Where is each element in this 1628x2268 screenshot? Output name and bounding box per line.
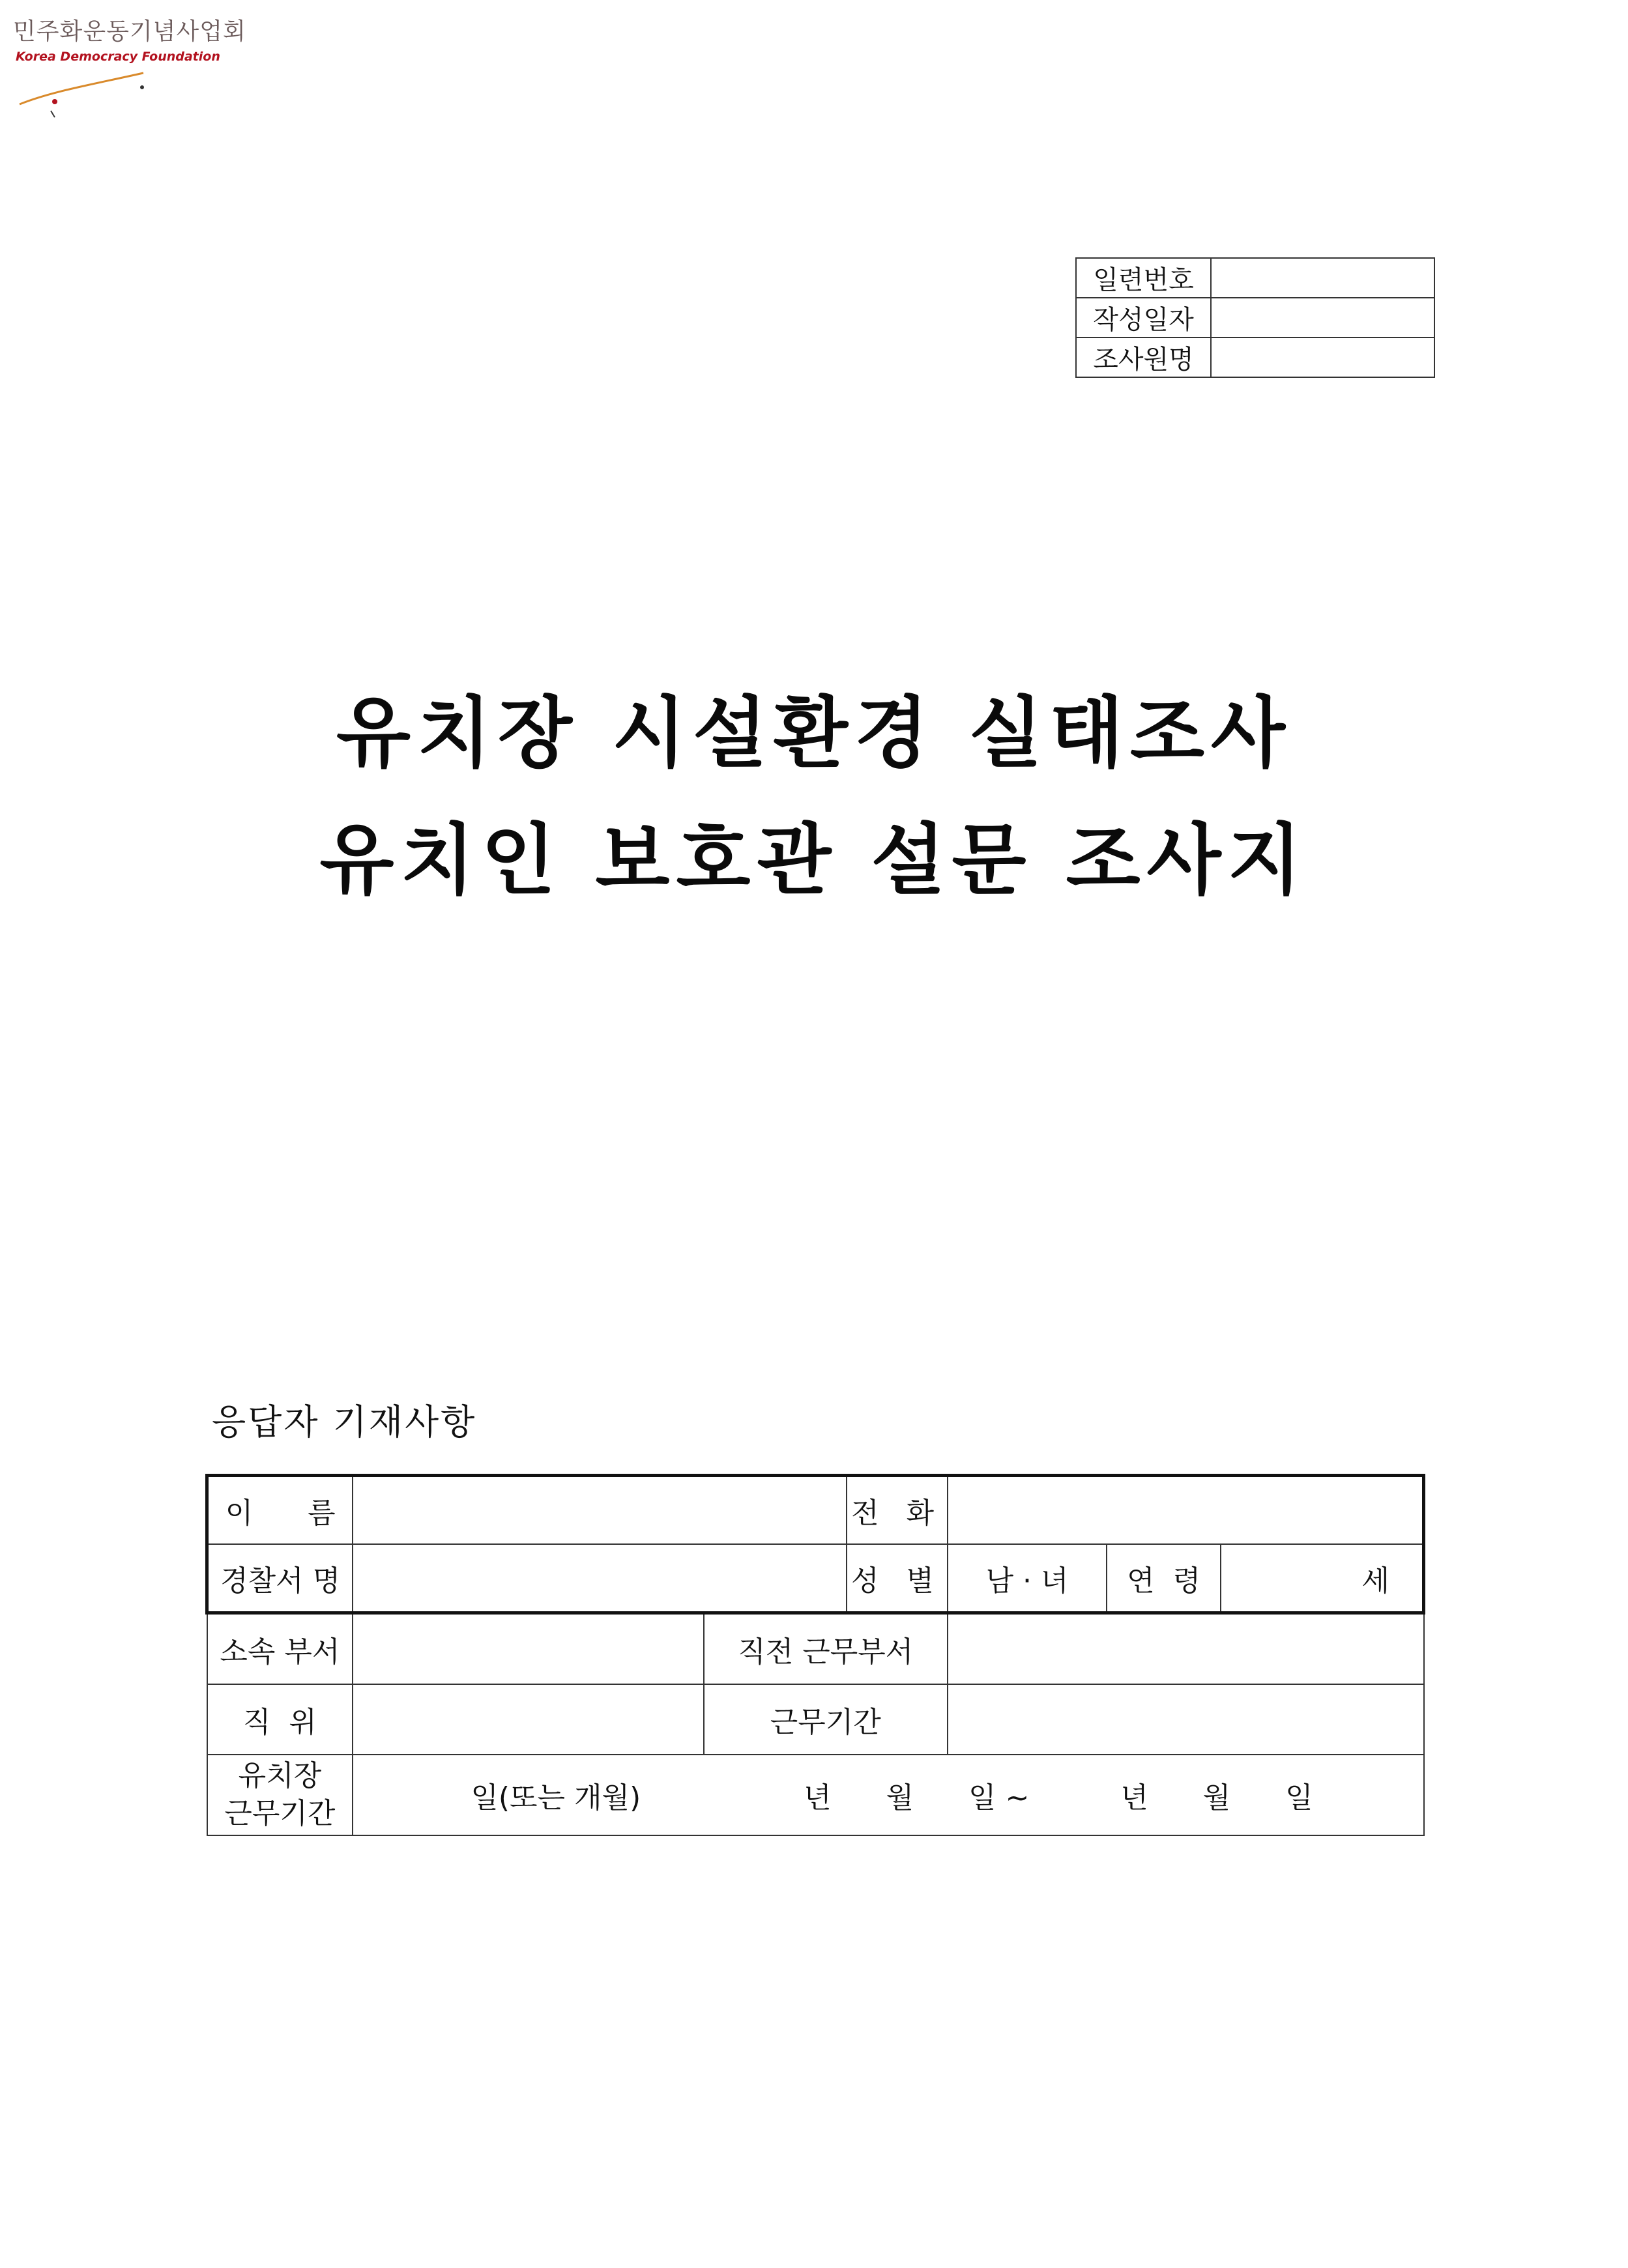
date-written-field[interactable] [1211, 298, 1434, 337]
serial-no-field[interactable] [1211, 258, 1434, 298]
previous-department-label: 직전 근무부서 [704, 1613, 948, 1685]
department-field[interactable] [353, 1613, 703, 1685]
lockup-service-field[interactable] [353, 1755, 1423, 1835]
position-label: 직 위 [207, 1684, 353, 1755]
surveyor-name-label: 조사원명 [1076, 337, 1211, 377]
surveyor-name-field[interactable] [1211, 337, 1434, 377]
department-label: 소속 부서 [207, 1613, 353, 1685]
station-field[interactable] [353, 1544, 847, 1613]
document-title-line1: 유치장 시설환경 실태조사 [336, 688, 1292, 778]
foundation-logo [13, 13, 246, 124]
section-heading: 응답자 기재사항 [212, 1401, 477, 1443]
lockup-service-date-range: 년 월 일 ~ 년 월 일 [804, 1781, 1313, 1815]
service-period-label: 근무기간 [704, 1684, 948, 1755]
logo-stroke-icon [13, 65, 169, 124]
phone-field[interactable] [948, 1476, 1424, 1545]
lockup-service-duration: 일(또는 개월) [471, 1781, 641, 1815]
serial-no-label: 일련번호 [1076, 258, 1211, 298]
lockup-service-label [207, 1755, 353, 1835]
gender-options[interactable]: 남 · 녀 [948, 1544, 1107, 1613]
lockup-service-label-line1: 유치장 [238, 1759, 322, 1792]
age-label: 연 령 [1107, 1544, 1221, 1613]
service-period-field[interactable] [948, 1684, 1424, 1755]
respondent-info-table [205, 1474, 1425, 1836]
previous-department-field[interactable] [948, 1613, 1424, 1685]
gender-label: 성 별 [847, 1544, 948, 1613]
document-title-line2: 유치인 보호관 설문 조사지 [319, 815, 1309, 905]
logo-korean-text: 민주화운동기념사업회 [13, 18, 246, 45]
phone-label: 전 화 [847, 1476, 948, 1545]
station-label: 경찰서 명 [207, 1544, 353, 1613]
logo-english-text: Korea Democracy Foundation [16, 50, 220, 64]
name-field[interactable] [353, 1476, 847, 1545]
age-unit: 세 [1221, 1544, 1423, 1613]
position-field[interactable] [353, 1684, 703, 1755]
date-written-label: 작성일자 [1076, 298, 1211, 337]
lockup-service-label-line2: 근무기간 [224, 1797, 336, 1830]
record-meta-table [1075, 257, 1435, 378]
name-label: 이 름 [207, 1476, 353, 1545]
